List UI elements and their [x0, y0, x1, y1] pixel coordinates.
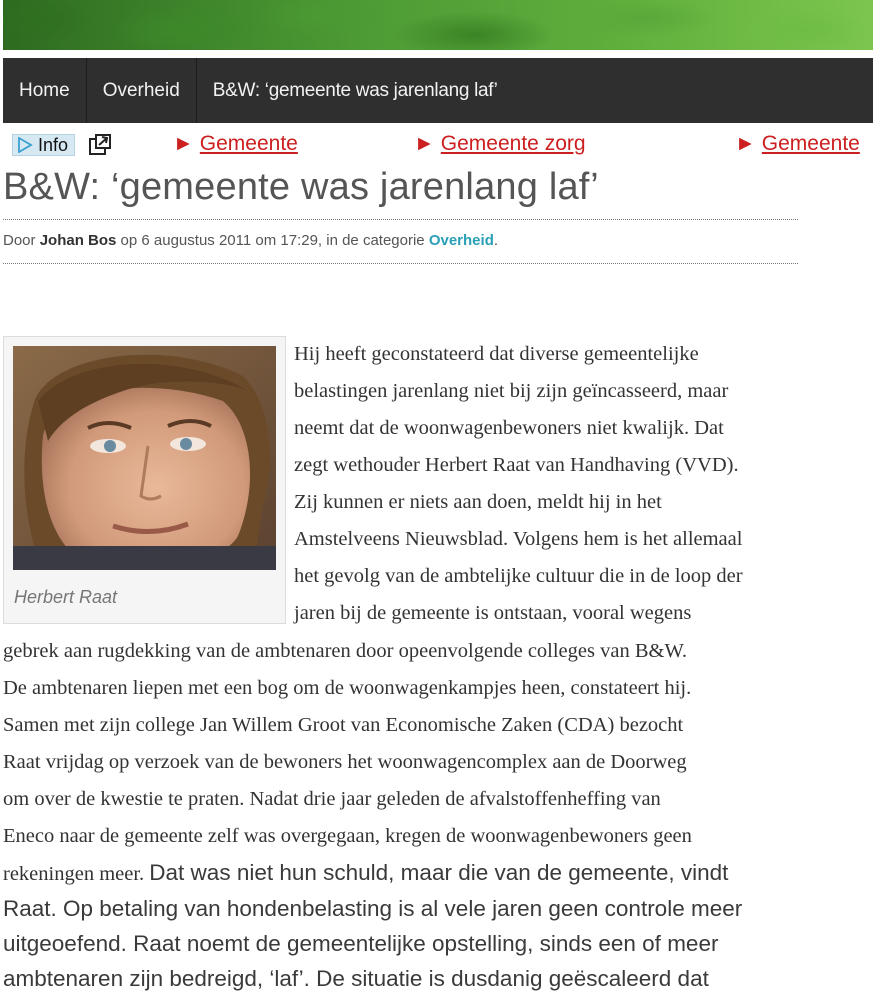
ad-link-label: Gemeente — [761, 132, 860, 155]
paragraph-line: om over de kwestie te praten. Nadat drie jaar geleden de afvalstoffenheffing van — [3, 788, 661, 810]
paragraph-line: Hij heeft geconstateerd dat diverse gemeentelijke — [294, 343, 699, 365]
paragraph-line: uitgeoefend. Raat noemt de gemeentelijke opstelling, sinds een of meer — [3, 931, 719, 956]
paragraph-line-mixed — [3, 860, 728, 886]
image-caption: Herbert Raat — [14, 587, 118, 607]
nav-current-page: B&W: ‘gemeente was jarenlang laf’ — [212, 79, 498, 101]
paragraph-fragment: Dat was niet hun schuld, maar die van de gemeente, vindt — [149, 860, 729, 885]
arrow-right-icon: ► — [173, 132, 194, 155]
ad-info-button[interactable] — [12, 134, 75, 156]
breadcrumb-nav — [3, 58, 873, 123]
portrait-illustration — [13, 346, 276, 570]
paragraph-line: Zij kunnen er niets aan doen, meldt hij in het — [294, 491, 662, 513]
ad-link-label: Gemeente zorg — [440, 132, 586, 155]
meta-suffix: . — [493, 232, 499, 249]
paragraph-line: Raat. Op betaling van hondenbelasting is al vele jaren geen controle meer — [3, 896, 743, 921]
paragraph-line: ambtenaren zijn bedreigd, ‘laf’. De situatie is dusdanig geëscaleerd dat — [3, 966, 709, 991]
arrow-right-icon: ► — [414, 132, 435, 155]
paragraph-line: Amstelveens Nieuwsblad. Volgens hem is het allemaal — [294, 528, 743, 550]
ad-info-label: Info — [38, 134, 69, 155]
nav-overheid-link[interactable]: Overheid — [87, 58, 197, 123]
nav-home-link[interactable]: Home — [3, 58, 87, 123]
article-figure — [3, 336, 286, 624]
ad-link-label: Gemeente — [199, 132, 298, 155]
author-name: Johan Bos — [39, 232, 117, 249]
paragraph-line: Raat vrijdag op verzoek van de bewoners het woonwagencomplex aan de Doorweg — [3, 751, 687, 773]
paragraph-line: Eneco naar de gemeente zelf was overgegaan, kregen de woonwagenbewoners geen — [3, 825, 692, 847]
play-icon — [17, 137, 33, 153]
header-banner-image — [3, 0, 873, 53]
paragraph-line: De ambtenaren liepen met een bog om de woonwagenkampjes heen, constateert hij. — [3, 677, 692, 699]
ad-links-bar — [0, 128, 873, 162]
paragraph-line: gebrek aan rugdekking van de ambtenaren door opeenvolgende colleges van B&W. — [3, 640, 688, 662]
meta-date: op 6 augustus 2011 om 17:29, in de categorie — [116, 232, 429, 249]
paragraph-line: het gevolg van de ambtelijke cultuur die in de loop der — [294, 565, 743, 587]
paragraph-line: neemt dat de woonwagenbewoners niet kwalijk. Dat — [294, 417, 724, 439]
ad-link-gemeente[interactable] — [173, 132, 298, 156]
portrait-photo — [13, 346, 276, 570]
category-link[interactable]: Overheid — [428, 232, 494, 249]
meta-prefix: Door — [3, 232, 40, 249]
paragraph-line: belastingen jarenlang niet bij zijn geïncasseerd, maar — [294, 380, 729, 402]
article-title: B&W: ‘gemeente was jarenlang laf’ — [3, 166, 599, 208]
divider — [3, 219, 798, 220]
ad-link-gemeente-zorg[interactable] — [414, 132, 586, 156]
arrow-right-icon: ► — [735, 132, 756, 155]
ad-link-gemeente-2[interactable] — [735, 132, 860, 156]
paragraph-fragment: rekeningen meer. — [3, 863, 150, 885]
paragraph-line: jaren bij de gemeente is ontstaan, vooral wegens — [294, 602, 692, 624]
paragraph-line: zegt wethouder Herbert Raat van Handhaving (VVD). — [294, 454, 739, 476]
external-link-icon[interactable] — [88, 133, 112, 157]
article-meta — [3, 232, 498, 249]
paragraph-line: Samen met zijn college Jan Willem Groot van Economische Zaken (CDA) bezocht — [3, 714, 684, 736]
divider — [3, 263, 798, 264]
